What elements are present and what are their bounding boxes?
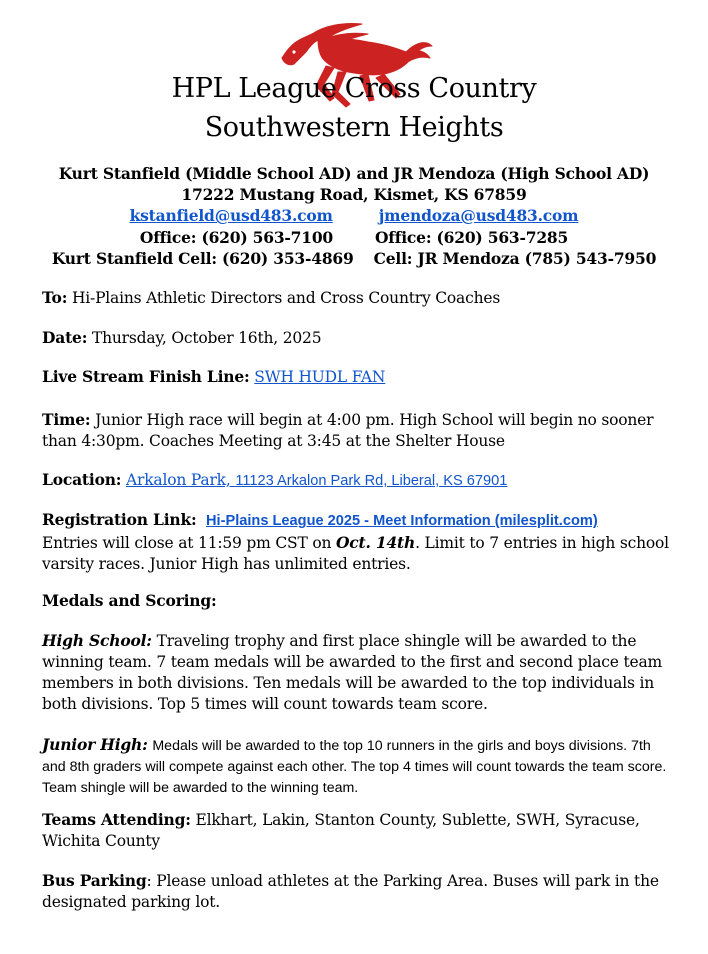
- location-link-address: 11123 Arkalon Park Rd, Liberal, KS 67901: [235, 473, 508, 489]
- registration-deadline: Oct. 14th: [335, 533, 416, 552]
- location-link-park: Arkalon Park,: [126, 471, 231, 489]
- bus-label: Bus Parking: [42, 871, 147, 890]
- teams-paragraph: [42, 809, 672, 852]
- to-value: Hi-Plains Athletic Directors and Cross Country Coaches: [71, 289, 501, 307]
- bus-paragraph: [42, 870, 672, 913]
- registration-label: Registration Link:: [42, 510, 197, 529]
- contact-offices: [0, 227, 708, 248]
- to-label: To:: [42, 288, 68, 307]
- registration-paragraph: [42, 509, 672, 575]
- live-stream-label: Live Stream Finish Line:: [42, 367, 250, 386]
- time-value: Junior High race will begin at 4:00 pm. High School will begin no sooner than 4:30pm. Coaches Meeting at 3:45 at the Shelter House: [42, 411, 654, 450]
- time-label: Time:: [42, 410, 91, 429]
- date-value: Thursday, October 16th, 2025: [91, 329, 322, 347]
- contact-address: 17222 Mustang Road, Kismet, KS 67859: [181, 185, 527, 204]
- medals-heading: [42, 590, 672, 612]
- medals-heading-text: Medals and Scoring:: [42, 591, 217, 610]
- high-school-label: High School:: [42, 631, 152, 650]
- email-link-kstanfield[interactable]: kstanfield@usd483.com: [129, 206, 333, 225]
- teams-label: Teams Attending:: [42, 810, 191, 829]
- location-label: Location:: [42, 470, 122, 489]
- cell-phone-left: Kurt Stanfield Cell: (620) 353-4869: [51, 249, 354, 268]
- location-link[interactable]: [126, 471, 507, 489]
- cell-phone-right: Cell: JR Mendoza (785) 543-7950: [373, 249, 657, 268]
- registration-text-after: . Limit to 7 entries in high school varsity races. Junior High has unlimited entries.: [42, 534, 669, 573]
- junior-high-value: Medals will be awarded to the top 10 runners in the girls and boys divisions. 7th and 8th graders will compete against each other. The top 4 times will count towards the team score. Team shingle will be awarded to the winning team.: [42, 738, 667, 796]
- contact-cells: [0, 248, 708, 269]
- page-title: HPL League Cross Country: [171, 73, 537, 104]
- office-phone-right: Office: (620) 563-7285: [375, 228, 569, 247]
- office-phone-left: Office: (620) 563-7100: [139, 228, 333, 247]
- high-school-paragraph: [42, 630, 672, 715]
- contact-names: Kurt Stanfield (Middle School AD) and JR Mendoza (High School AD): [58, 164, 650, 183]
- junior-high-paragraph: [42, 734, 672, 798]
- date-line: [42, 327, 672, 349]
- teams-value: Elkhart, Lakin, Stanton County, Sublette, SWH, Syracuse, Wichita County: [42, 811, 640, 850]
- junior-high-label: Junior High:: [42, 735, 148, 754]
- time-paragraph: [42, 409, 672, 452]
- location-line: [42, 469, 672, 492]
- registration-link[interactable]: Hi-Plains League 2025 - Meet Information (milesplit.com): [206, 513, 598, 529]
- live-stream-line: [42, 366, 672, 388]
- registration-text-before: Entries will close at 11:59 pm CST on: [42, 534, 332, 552]
- date-label: Date:: [42, 328, 88, 347]
- page-subtitle: Southwestern Heights: [204, 112, 504, 143]
- email-link-jmendoza[interactable]: jmendoza@usd483.com: [378, 206, 579, 225]
- contact-emails: [0, 205, 708, 226]
- bus-value: : Please unload athletes at the Parking Area. Buses will park in the designated parking lot.: [42, 872, 659, 911]
- live-stream-link[interactable]: SWH HUDL FAN: [254, 368, 386, 386]
- to-line: [42, 287, 672, 309]
- high-school-value: Traveling trophy and first place shingle will be awarded to the winning team. 7 team medals will be awarded to the first and second place team members in both divisions. Ten medals will be awarded to the top individuals in both divisions. Top 5 times will count towards team score.: [42, 632, 662, 713]
